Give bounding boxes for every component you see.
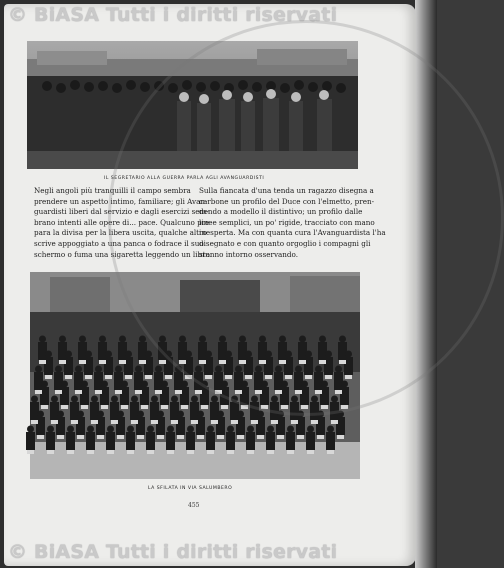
text-line: para la divisa per la libera uscita, qualche altro xyxy=(34,228,207,238)
text-line: stanno intorno osservando. xyxy=(199,249,299,259)
photo-parade xyxy=(30,272,360,479)
text-line: Negli angoli più tranquilli il campo sembra xyxy=(34,186,191,195)
text-line: scrive appoggiato a una panca o fodrace il suo xyxy=(34,238,204,248)
photo-2-image xyxy=(30,272,360,479)
text-column-right xyxy=(199,186,386,260)
photo-2-caption: LA SFILATA IN VIA SALUMBERO xyxy=(148,486,233,491)
text-line: schermo o fuma una sigaretta leggendo un libro. xyxy=(34,249,212,259)
text-line: guardisti liberi dal servizio e dagli esercizi sem- xyxy=(34,207,209,217)
watermark-bottom xyxy=(8,541,337,563)
watermark-top xyxy=(8,4,337,26)
text-line: carbone un profilo del Duce con l'elmetto, pren- xyxy=(199,196,375,206)
text-line: prendere un aspetto intimo, familiare; gli Avan- xyxy=(34,196,208,206)
text-line: brano intenti alle opere di... pace. Qualcuno pre- xyxy=(34,217,212,227)
watermark-text: © BiASA Tutti i diritti riservati xyxy=(8,4,338,26)
text-line: disegnato e con quanto orgoglio i compagni gli xyxy=(199,238,371,248)
text-line: linee semplici, un po' rigide, tracciato con mano xyxy=(199,217,375,227)
photo-1-caption: IL SEGRETARIO ALLA GUERRA PARLA AGLI AVANGUARDISTI xyxy=(104,176,265,181)
page-number: 455 xyxy=(188,502,200,509)
photo-1-image xyxy=(27,41,358,169)
text-line: Sulla fiancata d'una tenda un ragazzo disegna a xyxy=(199,186,374,195)
text-line: inesperta. Ma con quanta cura l'Avanguardista l'ha xyxy=(199,228,386,238)
photo-officer-speaking xyxy=(27,41,358,169)
page-binding-edge xyxy=(415,0,437,568)
text-column-left xyxy=(34,186,212,260)
text-line: dendo a modello il distintivo; un profilo dalle xyxy=(199,207,363,217)
watermark-text: © BiASA Tutti i diritti riservati xyxy=(8,541,338,563)
